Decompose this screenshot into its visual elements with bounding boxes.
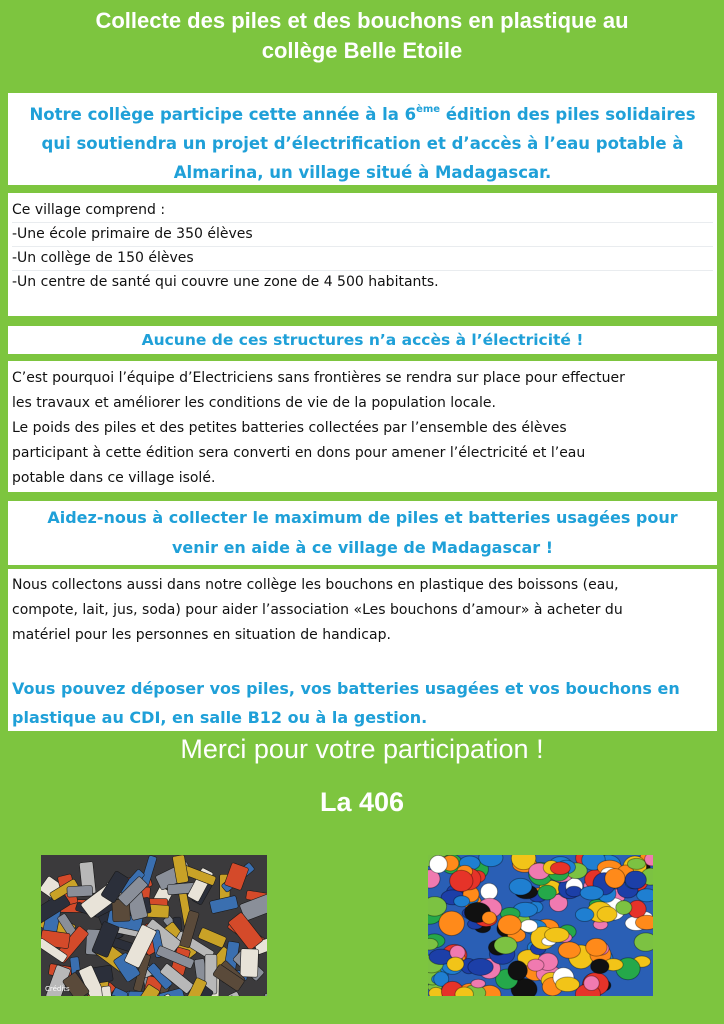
bottle-cap-shape: [520, 920, 537, 933]
village-line: Ce village comprend :: [12, 199, 713, 223]
equipe-box: [8, 361, 717, 492]
intro-box: [8, 93, 717, 185]
intro-line-3: Almarina, un village situé à Madagascar.: [173, 163, 552, 182]
bottle-cap-shape: [482, 912, 496, 925]
batteries-image: [41, 855, 267, 996]
bottle-cap-shape: [625, 871, 646, 889]
bottle-cap-shape: [494, 937, 517, 955]
aidez-box: [8, 501, 717, 565]
bottle-caps-image: [428, 855, 653, 996]
bouchons-line: compote, lait, jus, soda) pour aider l’association «Les bouchons d’amour» à acheter du: [12, 602, 623, 618]
intro-text-b: édition des piles solidaires: [440, 105, 696, 124]
thank-you-text: Merci pour votre participation !: [180, 734, 544, 764]
bottle-cap-shape: [575, 908, 593, 922]
bottle-caps-photo: [428, 855, 653, 996]
bottle-cap-shape: [635, 915, 653, 929]
bottle-cap-shape: [439, 911, 465, 935]
village-line: -Un collège de 150 élèves: [12, 247, 713, 271]
bottle-cap-shape: [627, 858, 645, 869]
deposit-line-1: Vous pouvez déposer vos piles, vos batteries usagées et vos bouchons en: [12, 679, 680, 698]
bottle-cap-shape: [637, 889, 653, 902]
equipe-line: potable dans ce village isolé.: [12, 470, 216, 486]
village-line: -Un centre de santé qui couvre une zone de 4 500 habitants.: [12, 274, 439, 290]
bottle-cap-shape: [556, 977, 580, 992]
bottle-cap-shape: [538, 885, 556, 900]
bottle-cap-shape: [447, 957, 464, 971]
equipe-line: les travaux et améliorer les conditions de vie de la population locale.: [12, 395, 496, 411]
bottle-cap-shape: [429, 855, 447, 873]
bottle-cap-shape: [509, 878, 532, 895]
bottle-cap-shape: [498, 915, 522, 935]
village-box: [8, 193, 717, 316]
class-signature: La 406: [319, 787, 405, 817]
bottle-cap-shape: [528, 959, 544, 971]
equipe-line: C’est pourquoi l’équipe d’Electriciens sans frontières se rendra sur place pour effectuer: [12, 370, 625, 386]
batteries-photo: [41, 855, 267, 996]
bottle-cap-shape: [508, 961, 527, 980]
bottle-cap-shape: [616, 901, 632, 915]
title-line-2: collège Belle Etoile: [261, 38, 463, 63]
poster-title: [0, 6, 724, 66]
bottle-cap-shape: [558, 942, 580, 959]
intro-line-2: qui soutiendra un projet d’électrification et d’accès à l’eau potable à: [41, 134, 684, 153]
bottle-cap-shape: [468, 959, 493, 976]
aidez-line-2: venir en aide à ce village de Madagascar !: [171, 538, 554, 557]
bottle-cap-shape: [584, 976, 599, 991]
bottle-cap-shape: [480, 883, 497, 900]
aidez-line-1: Aidez-nous à collecter le maximum de piles et batteries usagées pour: [47, 508, 678, 527]
bottle-cap-shape: [591, 959, 609, 974]
deposit-line-2: plastique au CDI, en salle B12 ou à la gestion.: [12, 708, 428, 727]
bottle-cap-shape: [545, 927, 569, 942]
village-line: -Une école primaire de 350 élèves: [12, 223, 713, 247]
intro-line-1: [8, 95, 717, 129]
bottle-cap-shape: [566, 886, 582, 896]
battery-shape: [67, 885, 93, 897]
equipe-line: participant à cette édition sera converti en dons pour amener l’électricité et l’eau: [12, 445, 586, 461]
no-electricity-text: Aucune de ces structures n’a accès à l’électricité !: [141, 331, 584, 349]
bottle-cap-shape: [450, 870, 473, 891]
intro-text-a: Notre collège participe cette année à la 6: [29, 105, 417, 124]
bottle-cap-shape: [580, 886, 603, 900]
bottle-cap-shape: [550, 862, 570, 875]
bouchons-box: [8, 569, 717, 731]
bottle-cap-shape: [454, 896, 470, 907]
bottle-cap-shape: [634, 933, 653, 951]
bottle-cap-shape: [586, 938, 607, 956]
deposit-text: [12, 674, 713, 732]
bottle-cap-shape: [471, 979, 485, 988]
no-electricity-box: [8, 326, 717, 354]
bouchons-line: matériel pour les personnes en situation de handicap.: [12, 627, 391, 643]
battery-shape: [240, 949, 258, 978]
bottle-cap-shape: [597, 906, 617, 922]
photo-watermark: Crédits: [45, 985, 70, 993]
equipe-line: Le poids des piles et des petites batteries collectées par l’ensemble des élèves: [12, 420, 567, 436]
bottle-cap-shape: [605, 869, 625, 889]
title-line-1: Collecte des piles et des bouchons en plastique au: [95, 8, 629, 33]
bouchons-line: Nous collectons aussi dans notre collège les bouchons en plastique des boissons (eau,: [12, 577, 619, 593]
intro-superscript: ème: [416, 104, 441, 115]
bottle-cap-shape: [428, 897, 447, 917]
